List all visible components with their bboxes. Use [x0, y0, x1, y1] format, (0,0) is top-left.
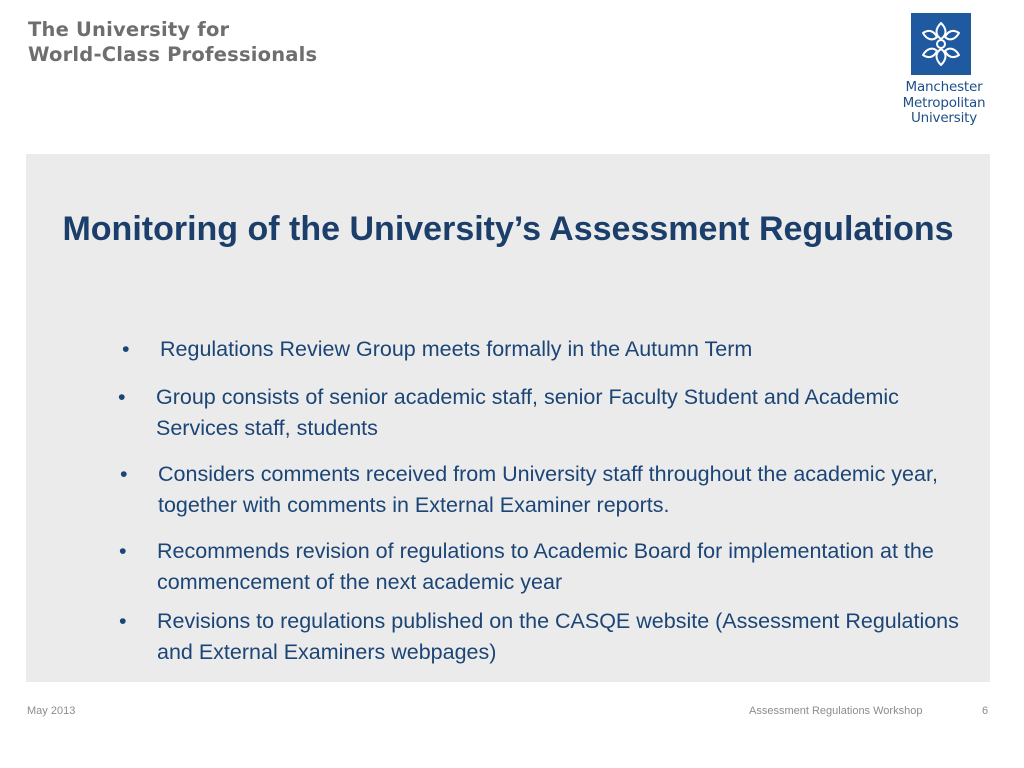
bullet-marker: • [122, 337, 130, 361]
footer-title: Assessment Regulations Workshop [749, 705, 923, 717]
bullet-list [26, 154, 990, 682]
list-item [120, 459, 958, 521]
logo-line-2: Metropolitan [902, 94, 986, 111]
university-logo [894, 13, 994, 131]
list-item [122, 334, 960, 365]
logo-line-1: Manchester [905, 79, 983, 95]
bullet-text: Considers comments received from University staff throughout the academic year, together with comments in External Examiner reports. [158, 462, 938, 517]
rose-emblem-icon [911, 13, 971, 75]
slide-title: Monitoring of the University’s Assessment Regulations [62, 210, 954, 248]
logo-wordmark [894, 80, 994, 127]
list-item [119, 606, 977, 668]
bullet-marker: • [119, 539, 127, 563]
list-item [119, 536, 957, 598]
bullet-text: Group consists of senior academic staff, senior Faculty Student and Academic Services staff, students [156, 385, 899, 440]
tagline-line-2: World-Class Professionals [28, 43, 318, 66]
bullet-marker: • [119, 609, 127, 633]
bullet-text: Regulations Review Group meets formally in the Autumn Term [160, 337, 753, 361]
tagline-line-1: The University for [28, 18, 230, 41]
list-item [118, 382, 956, 444]
page-number: 6 [982, 705, 989, 717]
logo-line-3: University [910, 110, 978, 126]
footer-date: May 2013 [27, 705, 76, 717]
bullet-marker: • [118, 385, 126, 409]
bullet-text: Revisions to regulations published on the CASQE website (Assessment Regulations and External Examiners webpages) [157, 609, 959, 664]
bullet-text: Recommends revision of regulations to Academic Board for implementation at the commencement of the next academic year [157, 539, 934, 594]
bullet-marker: • [120, 462, 128, 486]
content-panel [26, 154, 990, 682]
university-tagline [28, 17, 317, 67]
